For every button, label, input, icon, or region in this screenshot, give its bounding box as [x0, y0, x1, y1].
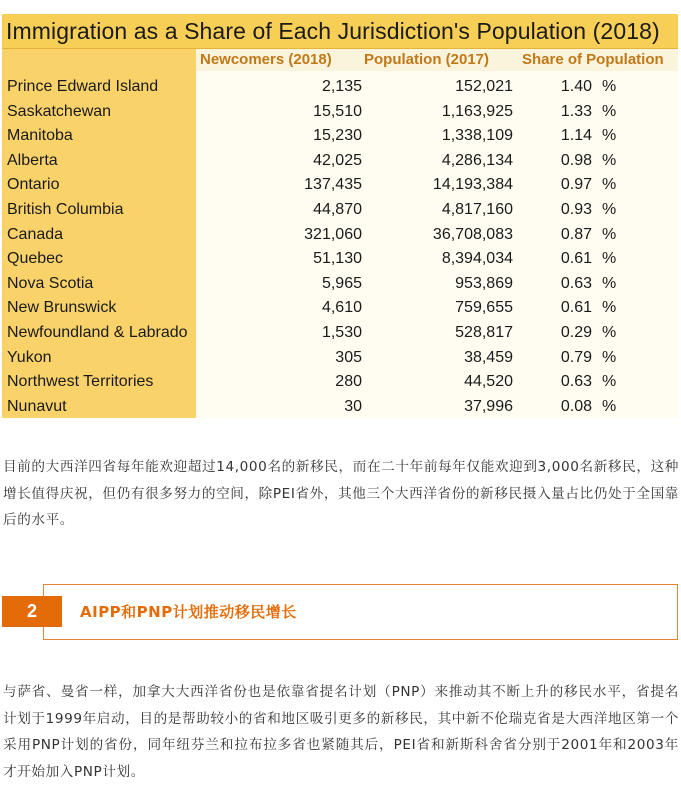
share-value: 0.61 [560, 250, 592, 268]
newcomers-value: 137,435 [304, 176, 362, 194]
newcomers-value: 321,060 [304, 225, 362, 243]
population-value: 1,338,109 [441, 127, 513, 145]
jurisdiction-name: Nunavut [7, 397, 67, 415]
share-value: 0.63 [560, 373, 592, 391]
newcomers-value: 305 [335, 348, 362, 366]
percent-sign: % [602, 176, 617, 194]
population-value: 36,708,083 [432, 225, 513, 243]
table-row [2, 247, 678, 272]
table-row [2, 198, 678, 223]
table-row [2, 395, 678, 420]
paragraph-pnp: 与萨省、曼省一样，加拿大大西洋省份也是依靠省提名计划（PNP）来推动其不断上升的移民水平，省提名计划于1999年启动，目的是帮助较小的省和地区吸引更多的新移民，其中新不伦瑞克省是大西洋地区第一个采用PNP计划的省份，同年纽芬兰和拉布拉多省也紧随其后，PEI省和新斯科舍省分别于2001年和2003年才开始加入PNP计划。 [3, 684, 679, 780]
jurisdiction-name: Newfoundland & Labrado [7, 324, 188, 341]
newcomers-value: 4,610 [321, 299, 362, 317]
newcomers-value: 2,135 [321, 78, 362, 95]
population-value: 14,193,384 [432, 176, 513, 194]
section-number-badge: 2 [2, 596, 62, 627]
immigration-table-image [2, 14, 678, 418]
percent-sign: % [602, 151, 617, 169]
share-value: 0.79 [560, 348, 592, 366]
population-value: 759,655 [455, 299, 513, 317]
percent-sign: % [602, 348, 617, 366]
share-value: 0.87 [560, 225, 592, 243]
table-row [2, 173, 678, 198]
jurisdiction-name: Saskatchewan [7, 102, 112, 120]
table-row [2, 149, 678, 174]
table-row [2, 346, 678, 371]
population-value: 953,869 [455, 274, 513, 292]
percent-sign: % [602, 201, 617, 218]
share-value: 1.33 [560, 102, 592, 120]
jurisdiction-name: Canada [7, 225, 64, 243]
header-share: Share of Population [522, 51, 664, 68]
jurisdiction-name: Prince Edward Island [7, 78, 159, 95]
table-row [2, 100, 678, 125]
newcomers-value: 15,510 [313, 102, 362, 120]
newcomers-value: 51,130 [313, 250, 362, 268]
jurisdiction-name: Quebec [7, 250, 64, 268]
share-value: 0.08 [560, 397, 592, 415]
table-row [2, 223, 678, 248]
population-value: 1,163,925 [441, 102, 513, 120]
newcomers-value: 30 [344, 397, 362, 415]
table-row [2, 296, 678, 321]
table-row [2, 321, 678, 346]
jurisdiction-name: Northwest Territories [7, 373, 154, 391]
population-value: 38,459 [464, 348, 513, 366]
table-title: Immigration as a Share of Each Jurisdiction's Population (2018) [6, 18, 660, 44]
newcomers-value: 15,230 [313, 127, 362, 145]
population-value: 37,996 [464, 397, 513, 415]
population-value: 4,286,134 [441, 151, 513, 169]
population-value: 152,021 [455, 78, 513, 95]
share-value: 0.98 [560, 151, 592, 169]
jurisdiction-name: Manitoba [7, 127, 73, 145]
newcomers-value: 280 [335, 373, 362, 391]
jurisdiction-name: British Columbia [7, 201, 124, 218]
table-row [2, 75, 678, 100]
percent-sign: % [602, 299, 617, 317]
share-value: 1.14 [560, 127, 592, 145]
percent-sign: % [602, 78, 617, 95]
share-value: 0.29 [560, 324, 592, 341]
share-value: 1.40 [560, 78, 592, 95]
jurisdiction-name: Alberta [7, 151, 58, 169]
share-value: 0.97 [560, 176, 592, 194]
percent-sign: % [602, 274, 617, 292]
percent-sign: % [602, 373, 617, 391]
newcomers-value: 44,870 [313, 201, 362, 218]
percent-sign: % [602, 397, 617, 415]
jurisdiction-name: New Brunswick [7, 299, 117, 317]
percent-sign: % [602, 324, 617, 341]
header-newcomers: Newcomers (2018) [200, 51, 332, 68]
share-value: 0.61 [560, 299, 592, 317]
newcomers-value: 5,965 [321, 274, 362, 292]
newcomers-value: 1,530 [321, 324, 362, 341]
percent-sign: % [602, 102, 617, 120]
percent-sign: % [602, 250, 617, 268]
population-value: 4,817,160 [441, 201, 513, 218]
share-value: 0.63 [560, 274, 592, 292]
table-title-bar [2, 14, 678, 49]
jurisdiction-name: Yukon [7, 348, 52, 366]
share-value: 0.93 [560, 201, 592, 218]
population-value: 8,394,034 [441, 250, 513, 268]
jurisdiction-name: Nova Scotia [7, 274, 94, 292]
table-row [2, 272, 678, 297]
paragraph-atlantic-growth: 目前的大西洋四省每年能欢迎超过14,000名的新移民，而在二十年前每年仅能欢迎到3,000名新移民，这种增长值得庆祝，但仍有很多努力的空间，除PEI省外，其他三个大西洋省份的新移民摄入量占比仍处于全国靠后的水平。 [3, 459, 679, 528]
table-row [2, 124, 678, 149]
newcomers-value: 42,025 [313, 151, 362, 169]
percent-sign: % [602, 127, 617, 145]
section-title: AIPP和PNP计划推动移民增长 [80, 603, 297, 621]
population-value: 528,817 [455, 324, 513, 341]
section-header [2, 584, 678, 640]
population-value: 44,520 [464, 373, 513, 391]
percent-sign: % [602, 225, 617, 243]
jurisdiction-name: Ontario [7, 176, 60, 194]
header-population: Population (2017) [364, 51, 490, 68]
table-row [2, 370, 678, 395]
